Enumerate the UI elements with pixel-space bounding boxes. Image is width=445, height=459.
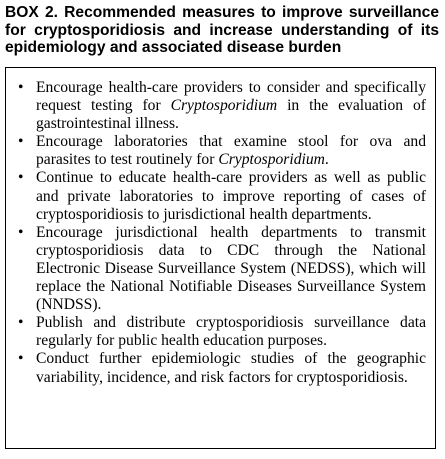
bullet-marker: • [18, 79, 24, 96]
bullet-marker: • [18, 169, 24, 187]
box-title: BOX 2. Recommended measures to improve surveillance for cryptosporidiosis and increase understanding of its epidemiology and associated disease burden [5, 4, 439, 56]
recommendation-item-4 [16, 224, 426, 314]
recommendation-text: Continue to educate health-care providers as well as public and private laboratories to improve reporting of cases of cryptosporidiosis to jurisdictional health departments. [36, 169, 426, 223]
bullet-marker: • [18, 223, 24, 241]
recommendation-text: Conduct further epidemiologic studies of the geographic variability, incidence, and risk factors for cryptosporidiosis. [36, 350, 426, 386]
recommendations-list [16, 79, 426, 387]
recommendation-text: Encourage laboratories that examine stool for ova and parasites to test routinely for [36, 133, 426, 169]
recommendation-italic-term: Cryptosporidium [218, 151, 325, 169]
recommendation-text: Encourage health-care providers to consider and specifically request testing for [36, 79, 426, 115]
recommendation-item-1 [16, 79, 426, 133]
bullet-marker: • [18, 350, 24, 368]
recommendation-text: Publish and distribute cryptosporidiosis surveillance data regularly for public health education purposes. [36, 314, 426, 350]
recommendation-item-6 [16, 350, 426, 386]
recommendation-item-3 [16, 169, 426, 223]
recommendation-text-end: . [324, 151, 329, 169]
recommendation-item-5 [16, 314, 426, 350]
bullet-marker: • [18, 314, 24, 332]
bullet-marker: • [18, 133, 24, 151]
recommendation-text: Encourage jurisdictional health departments to transmit cryptosporidiosis data to CDC through the National Electronic Disease Surveillance System (NEDSS), which will replace the National Notifiable Diseases Surveillance System (NNDSS). [36, 223, 426, 314]
recommendation-text-end: in the evaluation of gastrointestinal illness. [36, 97, 426, 133]
recommendation-item-2 [16, 133, 426, 169]
recommendation-italic-term: Cryptosporidium [170, 97, 278, 115]
